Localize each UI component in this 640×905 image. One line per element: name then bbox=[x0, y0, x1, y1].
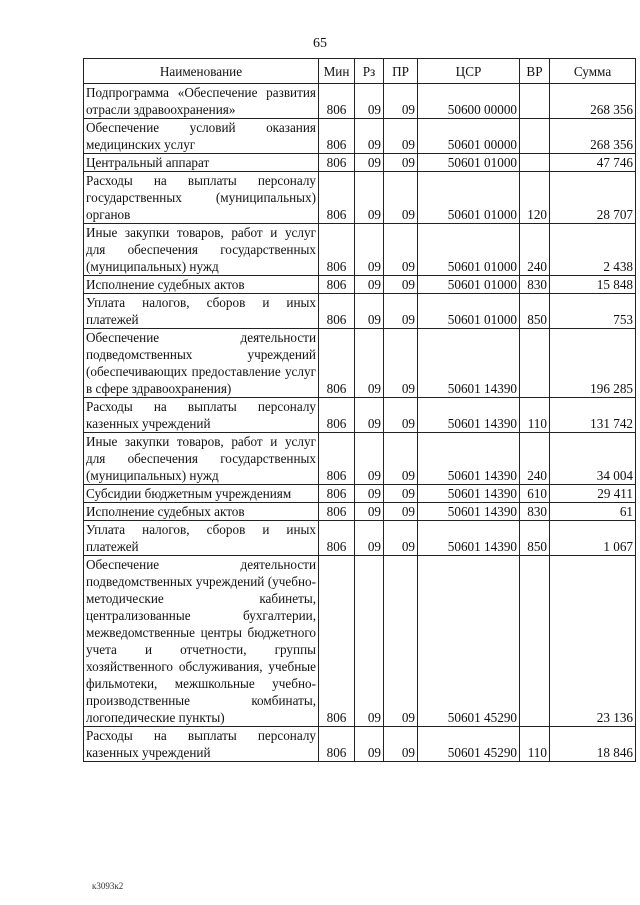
cell-csr: 50601 01000 bbox=[418, 172, 520, 224]
cell-min: 806 bbox=[319, 172, 355, 224]
cell-pr: 09 bbox=[384, 503, 418, 521]
header-rz: Рз bbox=[355, 59, 384, 84]
cell-vr: 110 bbox=[520, 727, 550, 762]
cell-sum: 753 bbox=[550, 294, 636, 329]
cell-min: 806 bbox=[319, 433, 355, 485]
cell-sum: 131 742 bbox=[550, 398, 636, 433]
cell-rz: 09 bbox=[355, 154, 384, 172]
cell-min: 806 bbox=[319, 119, 355, 154]
header-csr: ЦСР bbox=[418, 59, 520, 84]
cell-csr: 50601 14390 bbox=[418, 398, 520, 433]
cell-rz: 09 bbox=[355, 329, 384, 398]
cell-csr: 50601 01000 bbox=[418, 154, 520, 172]
cell-pr: 09 bbox=[384, 727, 418, 762]
cell-rz: 09 bbox=[355, 172, 384, 224]
cell-csr: 50601 14390 bbox=[418, 503, 520, 521]
cell-sum: 47 746 bbox=[550, 154, 636, 172]
cell-name: Обеспечение деятельности подведомственных учреждений (обеспечивающих предоставление услуг в сфере здравоохранения) bbox=[84, 329, 319, 398]
table-row bbox=[84, 276, 636, 294]
table-row bbox=[84, 521, 636, 556]
cell-vr: 240 bbox=[520, 224, 550, 276]
cell-name: Расходы на выплаты персоналу государственных (муниципальных) органов bbox=[84, 172, 319, 224]
cell-sum: 196 285 bbox=[550, 329, 636, 398]
header-min: Мин bbox=[319, 59, 355, 84]
cell-sum: 28 707 bbox=[550, 172, 636, 224]
cell-sum: 61 bbox=[550, 503, 636, 521]
cell-rz: 09 bbox=[355, 556, 384, 727]
cell-csr: 50601 45290 bbox=[418, 727, 520, 762]
cell-rz: 09 bbox=[355, 276, 384, 294]
cell-name: Расходы на выплаты персоналу казенных учреждений bbox=[84, 398, 319, 433]
header-pr: ПР bbox=[384, 59, 418, 84]
cell-vr: 240 bbox=[520, 433, 550, 485]
cell-sum: 34 004 bbox=[550, 433, 636, 485]
cell-pr: 09 bbox=[384, 172, 418, 224]
cell-vr bbox=[520, 84, 550, 119]
cell-vr: 830 bbox=[520, 503, 550, 521]
cell-min: 806 bbox=[319, 294, 355, 329]
table-row bbox=[84, 154, 636, 172]
cell-min: 806 bbox=[319, 224, 355, 276]
cell-min: 806 bbox=[319, 556, 355, 727]
cell-rz: 09 bbox=[355, 503, 384, 521]
cell-csr: 50601 45290 bbox=[418, 556, 520, 727]
cell-pr: 09 bbox=[384, 276, 418, 294]
table-row bbox=[84, 224, 636, 276]
cell-pr: 09 bbox=[384, 329, 418, 398]
cell-sum: 1 067 bbox=[550, 521, 636, 556]
cell-rz: 09 bbox=[355, 84, 384, 119]
cell-name: Иные закупки товаров, работ и услуг для обеспечения государственных (муниципальных) нужд bbox=[84, 433, 319, 485]
cell-min: 806 bbox=[319, 521, 355, 556]
cell-pr: 09 bbox=[384, 485, 418, 503]
cell-name: Подпрограмма «Обеспечение развития отрасли здравоохранения» bbox=[84, 84, 319, 119]
cell-min: 806 bbox=[319, 329, 355, 398]
cell-vr bbox=[520, 556, 550, 727]
cell-csr: 50601 01000 bbox=[418, 294, 520, 329]
cell-pr: 09 bbox=[384, 556, 418, 727]
cell-pr: 09 bbox=[384, 154, 418, 172]
cell-pr: 09 bbox=[384, 224, 418, 276]
table-row bbox=[84, 503, 636, 521]
cell-sum: 268 356 bbox=[550, 119, 636, 154]
table-row bbox=[84, 556, 636, 727]
cell-vr: 850 bbox=[520, 294, 550, 329]
cell-sum: 2 438 bbox=[550, 224, 636, 276]
cell-csr: 50601 14390 bbox=[418, 521, 520, 556]
cell-sum: 15 848 bbox=[550, 276, 636, 294]
cell-rz: 09 bbox=[355, 398, 384, 433]
cell-name: Иные закупки товаров, работ и услуг для обеспечения государственных (муниципальных) нужд bbox=[84, 224, 319, 276]
cell-vr: 830 bbox=[520, 276, 550, 294]
cell-csr: 50600 00000 bbox=[418, 84, 520, 119]
cell-min: 806 bbox=[319, 503, 355, 521]
table-row bbox=[84, 329, 636, 398]
cell-vr: 120 bbox=[520, 172, 550, 224]
cell-pr: 09 bbox=[384, 84, 418, 119]
cell-sum: 268 356 bbox=[550, 84, 636, 119]
table-header-row bbox=[84, 59, 636, 84]
header-sum: Сумма bbox=[550, 59, 636, 84]
cell-vr: 850 bbox=[520, 521, 550, 556]
cell-min: 806 bbox=[319, 485, 355, 503]
cell-min: 806 bbox=[319, 84, 355, 119]
table-row bbox=[84, 485, 636, 503]
cell-min: 806 bbox=[319, 727, 355, 762]
cell-csr: 50601 14390 bbox=[418, 485, 520, 503]
cell-pr: 09 bbox=[384, 433, 418, 485]
cell-sum: 29 411 bbox=[550, 485, 636, 503]
cell-csr: 50601 00000 bbox=[418, 119, 520, 154]
table-row bbox=[84, 398, 636, 433]
cell-rz: 09 bbox=[355, 224, 384, 276]
cell-name: Исполнение судебных актов bbox=[84, 276, 319, 294]
cell-csr: 50601 01000 bbox=[418, 276, 520, 294]
cell-vr bbox=[520, 329, 550, 398]
cell-pr: 09 bbox=[384, 294, 418, 329]
cell-name: Центральный аппарат bbox=[84, 154, 319, 172]
cell-min: 806 bbox=[319, 398, 355, 433]
cell-pr: 09 bbox=[384, 119, 418, 154]
table-row bbox=[84, 84, 636, 119]
cell-pr: 09 bbox=[384, 521, 418, 556]
cell-vr bbox=[520, 154, 550, 172]
cell-sum: 23 136 bbox=[550, 556, 636, 727]
cell-min: 806 bbox=[319, 154, 355, 172]
table-row bbox=[84, 119, 636, 154]
cell-sum: 18 846 bbox=[550, 727, 636, 762]
cell-rz: 09 bbox=[355, 485, 384, 503]
cell-rz: 09 bbox=[355, 521, 384, 556]
cell-csr: 50601 14390 bbox=[418, 329, 520, 398]
cell-name: Уплата налогов, сборов и иных платежей bbox=[84, 521, 319, 556]
cell-name: Уплата налогов, сборов и иных платежей bbox=[84, 294, 319, 329]
page-number: 65 bbox=[313, 36, 327, 51]
table-row bbox=[84, 172, 636, 224]
header-name: Наименование bbox=[84, 59, 319, 84]
table-row bbox=[84, 727, 636, 762]
cell-vr: 610 bbox=[520, 485, 550, 503]
cell-csr: 50601 14390 bbox=[418, 433, 520, 485]
budget-table bbox=[83, 58, 636, 762]
footer-code: к3093к2 bbox=[92, 881, 124, 891]
cell-min: 806 bbox=[319, 276, 355, 294]
cell-rz: 09 bbox=[355, 119, 384, 154]
cell-vr: 110 bbox=[520, 398, 550, 433]
cell-name: Расходы на выплаты персоналу казенных учреждений bbox=[84, 727, 319, 762]
table-row bbox=[84, 433, 636, 485]
cell-csr: 50601 01000 bbox=[418, 224, 520, 276]
cell-vr bbox=[520, 119, 550, 154]
cell-name: Обеспечение деятельности подведомственных учреждений (учебно-методические кабинеты, централизованные бухгалтерии, межведомственные центры бюджетного учета и отчетности, группы хозяйственного обслуживания, учебные фильмотеки, межшкольные учебно-производственные комбинаты, логопедические пункты) bbox=[84, 556, 319, 727]
cell-rz: 09 bbox=[355, 727, 384, 762]
cell-name: Субсидии бюджетным учреждениям bbox=[84, 485, 319, 503]
cell-pr: 09 bbox=[384, 398, 418, 433]
cell-name: Обеспечение условий оказания медицинских услуг bbox=[84, 119, 319, 154]
header-vr: ВР bbox=[520, 59, 550, 84]
cell-rz: 09 bbox=[355, 294, 384, 329]
table-row bbox=[84, 294, 636, 329]
cell-name: Исполнение судебных актов bbox=[84, 503, 319, 521]
cell-rz: 09 bbox=[355, 433, 384, 485]
